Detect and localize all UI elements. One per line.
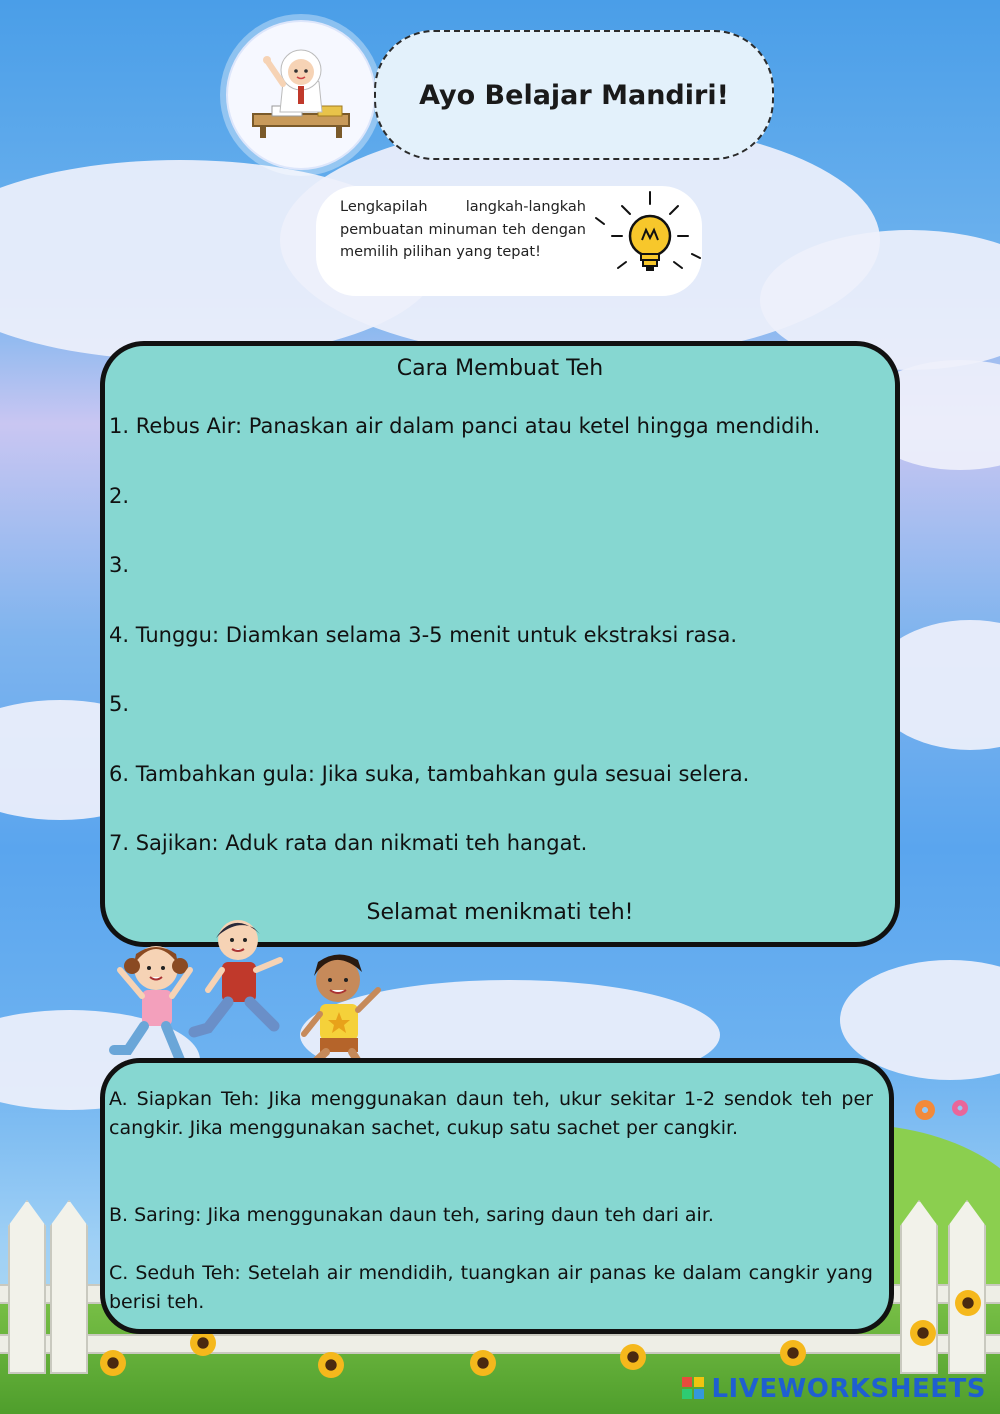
step-3-blank[interactable]: 3.: [109, 553, 130, 577]
option-c[interactable]: C. Seduh Teh: Setelah air mendidih, tuangkan air panas ke dalam cangkir yang berisi teh.: [109, 1262, 873, 1313]
liveworksheets-watermark: [681, 1374, 986, 1404]
options-card: [100, 1058, 894, 1334]
sunflower-icon: [910, 1320, 936, 1346]
sunflower-icon: [470, 1350, 496, 1376]
closing-text: Selamat menikmati teh!: [366, 900, 634, 925]
step-1: 1. Rebus Air: Panaskan air dalam panci atau ketel hingga mendidih.: [109, 414, 821, 438]
steps-card: [100, 341, 900, 947]
fence-post: [50, 1200, 88, 1374]
sunflower-icon: [100, 1350, 126, 1376]
sunflower-icon: [318, 1352, 344, 1378]
student-avatar-icon: [226, 20, 376, 170]
instruction-text: Lengkapilah langkah-langkah pembuatan minuman teh dengan memilih pilihan yang tepat!: [340, 199, 586, 260]
fence-post: [948, 1200, 986, 1374]
sunflower-icon: [955, 1290, 981, 1316]
fence-post: [8, 1200, 46, 1374]
liveworksheets-logo-icon: [681, 1376, 707, 1402]
step-2-blank[interactable]: 2.: [109, 484, 130, 508]
lightbulb-icon: [592, 188, 702, 288]
page-title: Ayo Belajar Mandiri!: [419, 79, 729, 111]
sunflower-icon: [620, 1344, 646, 1370]
flower-icon: [915, 1100, 935, 1120]
step-6: 6. Tambahkan gula: Jika suka, tambahkan gula sesuai selera.: [109, 762, 750, 786]
option-a[interactable]: A. Siapkan Teh: Jika menggunakan daun teh, ukur sekitar 1-2 sendok teh per cangkir. Jika menggunakan sachet, cukup satu sachet per cangkir.: [109, 1088, 873, 1139]
children-running-illustration: [104, 910, 394, 1080]
option-b[interactable]: B. Saring: Jika menggunakan daun teh, saring daun teh dari air.: [109, 1204, 714, 1226]
step-5-blank[interactable]: 5.: [109, 692, 130, 716]
fence-rail: [0, 1334, 1000, 1354]
steps-heading: Cara Membuat Teh: [396, 356, 604, 381]
watermark-text: LIVEWORKSHEETS: [711, 1374, 986, 1404]
flower-icon: [952, 1100, 968, 1116]
sunflower-icon: [780, 1340, 806, 1366]
step-4: 4. Tunggu: Diamkan selama 3-5 menit untuk ekstraksi rasa.: [109, 623, 737, 647]
fence-post: [900, 1200, 938, 1374]
title-bubble: [374, 30, 774, 160]
step-7: 7. Sajikan: Aduk rata dan nikmati teh hangat.: [109, 831, 588, 855]
